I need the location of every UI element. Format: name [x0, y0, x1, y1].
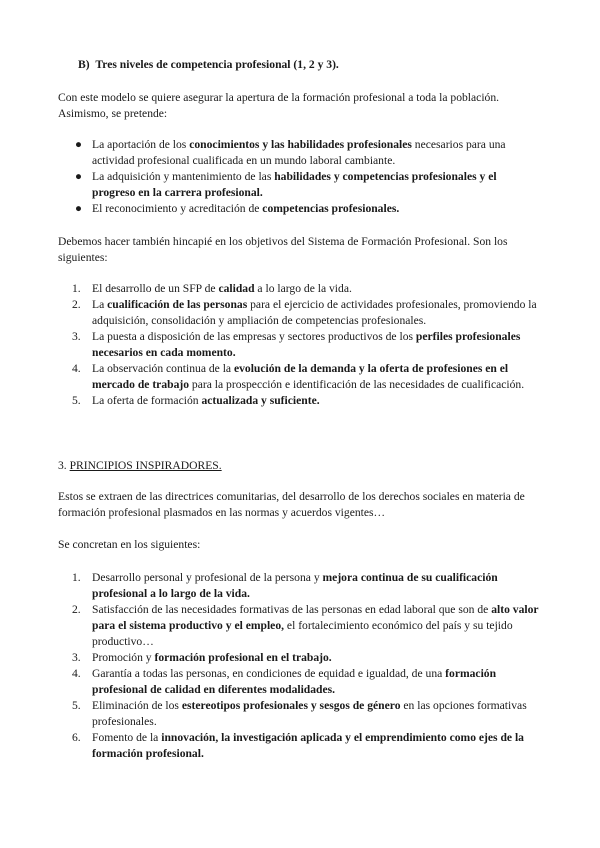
list-item: 4. La observación continua de la evolución de la demanda y la oferta de profesiones en el mercado de trabajo para la prospección e identificación de las necesidades de cualificación. [72, 362, 525, 391]
bullet-glyph: ● [75, 170, 83, 183]
subheading-b: B) Tres niveles de competencia profesional (1, 2 y 3). [78, 58, 339, 71]
list-item: 1. El desarrollo de un SFP de calidad a lo largo de la vida. [72, 282, 352, 295]
bullet-glyph: ● [75, 202, 83, 215]
principles-paragraph: Estos se extraen de las directrices comunitarias, del desarrollo de los derechos sociales en materia de formación profesional plasmados en las normas y acuerdos vigentes… [58, 490, 525, 519]
list-item: 5. La oferta de formación actualizada y suficiente. [72, 394, 320, 407]
bullet-glyph: ● [75, 138, 83, 151]
list-item: 2. Satisfacción de las necesidades formativas de las personas en edad laboral que son de alto valor para el sistema productivo y el empleo, el fortalecimiento económico del país y su tejido productivo… [72, 603, 539, 648]
intro-paragraph: Con este modelo se quiere asegurar la apertura de la formación profesional a toda la población. Asimismo, se pretende: [58, 91, 500, 120]
concretan-paragraph: Se concretan en los siguientes: [58, 538, 201, 551]
objectives-paragraph: Debemos hacer también hincapié en los objetivos del Sistema de Formación Profesional. Son los siguientes: [58, 235, 508, 264]
bullet-item: ● El reconocimiento y acreditación de competencias profesionales. [75, 202, 400, 215]
list-item: 2. La cualificación de las personas para el ejercicio de actividades profesionales, promoviendo la adquisición, consolidación y ampliación de competencias profesionales. [72, 298, 537, 327]
list-item: 5. Eliminación de los estereotipos profesionales y sesgos de género en las opciones formativas profesionales. [72, 699, 527, 728]
objectives-list [58, 281, 542, 409]
list-item: 3. Promoción y formación profesional en el trabajo. [72, 651, 332, 664]
list-item: 1. Desarrollo personal y profesional de la persona y mejora continua de su cualificación profesional a lo largo de la vida. [72, 571, 498, 600]
principles-list [58, 570, 542, 762]
section-heading: 3. PRINCIPIOS INSPIRADORES. [58, 459, 222, 472]
list-item: 4. Garantía a todas las personas, en condiciones de equidad e igualdad, de una formación profesional de calidad en diferentes modalidades. [72, 667, 497, 696]
bullet-item: ● La aportación de los conocimientos y las habilidades profesionales necesarios para una actividad profesional cualificada en un mundo laboral cambiante. [75, 138, 506, 167]
bullet-item: ● La adquisición y mantenimiento de las habilidades y competencias profesionales y el progreso en la carrera profesional. [75, 170, 497, 199]
list-item: 3. La puesta a disposición de las empresas y sectores productivos de los perfiles profesionales necesarios en cada momento. [72, 330, 521, 359]
list-item: 6. Fomento de la innovación, la investigación aplicada y el emprendimiento como ejes de la formación profesional. [72, 731, 524, 760]
bullet-list [58, 137, 542, 217]
